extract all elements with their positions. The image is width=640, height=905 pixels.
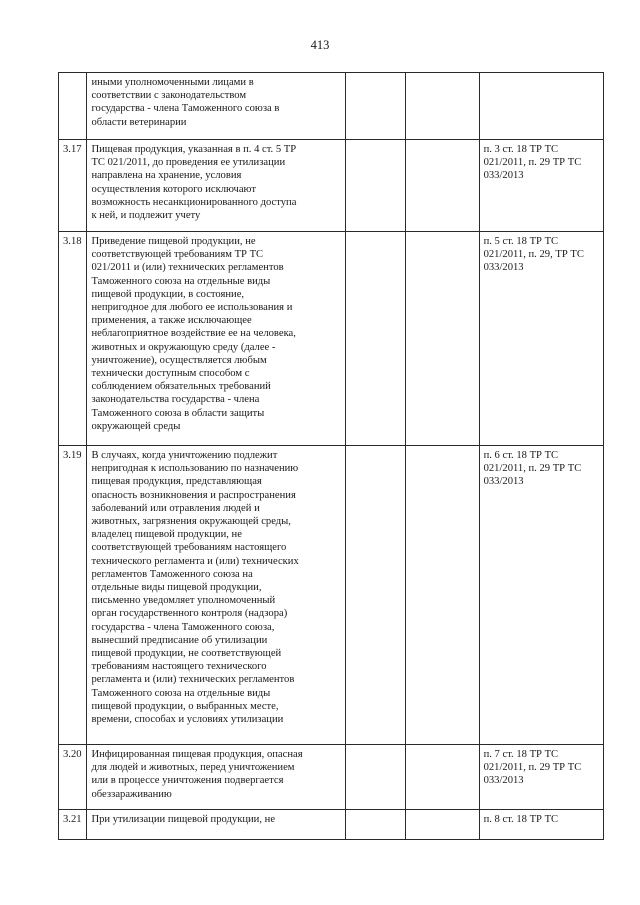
empty-cell (345, 73, 405, 140)
reference-cell (479, 232, 603, 446)
empty-cell (405, 745, 479, 810)
requirement-text-cell (87, 140, 345, 232)
reference-cell (479, 446, 603, 745)
reference-cell (479, 73, 603, 140)
item-number-cell (59, 745, 87, 810)
item-number-cell (59, 810, 87, 840)
table-row (59, 232, 604, 446)
reference-text: п. 5 ст. 18 ТР ТС 021/2011, п. 29, ТР ТС 033/2013 (483, 236, 584, 274)
reference-cell (479, 745, 603, 810)
requirement-text: При утилизации пищевой продукции, не (91, 814, 276, 825)
empty-cell (405, 446, 479, 745)
item-number: 3.19 (63, 450, 82, 461)
table-row (59, 745, 604, 810)
table-row (59, 73, 604, 140)
table-row (59, 446, 604, 745)
reference-text: п. 7 ст. 18 ТР ТС 021/2011, п. 29 ТР ТС 033/2013 (483, 749, 582, 787)
reference-cell (479, 810, 603, 840)
table-row (59, 140, 604, 232)
empty-cell (345, 745, 405, 810)
empty-cell (405, 810, 479, 840)
page-number: 413 (310, 38, 330, 52)
item-number-cell (59, 232, 87, 446)
item-number: 3.21 (63, 814, 82, 825)
requirement-text-cell (87, 232, 345, 446)
empty-cell (345, 232, 405, 446)
reference-text: п. 8 ст. 18 ТР ТС (483, 814, 559, 825)
item-number: 3.17 (63, 144, 82, 155)
reference-cell (479, 140, 603, 232)
requirement-text: Пищевая продукция, указанная в п. 4 ст. 5 ТР ТС 021/2011, до проведения ее утилизации направлена на хранение, условия осуществления которого исключают возможность несанкционированного доступа к ней, и подлежит учету (91, 144, 297, 222)
requirement-text: Инфицированная пищевая продукция, опасная для людей и животных, перед уничтожением или в процессе уничтожения подвергается обеззараживанию (91, 749, 303, 800)
empty-cell (405, 73, 479, 140)
empty-cell (345, 446, 405, 745)
empty-cell (405, 232, 479, 446)
empty-cell (405, 140, 479, 232)
item-number: 3.20 (63, 749, 82, 760)
empty-cell (345, 140, 405, 232)
reference-text: п. 3 ст. 18 ТР ТС 021/2011, п. 29 ТР ТС 033/2013 (483, 144, 582, 182)
requirement-text: В случаях, когда уничтожению подлежит непригодная к использованию по назначению пищевая продукция, представляющая опасность возникновения и распространения заболеваний или отравления людей и животных, загрязнения окружающей среды, владелец пищевой продукции, не соответствующей требованиям настоящего технического регламента и (или) технических регламентов Таможенного союза на отдельные виды пищевой продукции, письменно уведомляет уполномоченный орган государственного контроля (надзора) государства - члена Таможенного союза, вынесший предписание об утилизации пищевой продукции, не соответствующей требованиям настоящего технического регламента и (или) технических регламентов Таможенного союза на отдельные виды пищевой продукции, о выбранных месте, времени, способах и условиях утилизации (91, 450, 299, 726)
item-number-cell (59, 140, 87, 232)
requirement-text-cell (87, 810, 345, 840)
requirement-text: иными уполномоченными лицами в соответствии с законодательством государства - члена Таможенного союза в области ветеринарии (91, 77, 280, 128)
requirement-text: Приведение пищевой продукции, не соответствующей требованиям ТР ТС 021/2011 и (или) технических регламентов Таможенного союза на отдельные виды пищевой продукции, в состояние, непригодное для любого ее использования и применения, а также исключающее неблагоприятное воздействие ее на человека, животных и окружающую среду (далее - уничтожение), осуществляется любым технически доступным способом с соблюдением обязательных требований законодательства государства - члена Таможенного союза в области защиты окружающей среды (91, 236, 296, 432)
item-number-cell (59, 73, 87, 140)
requirement-text-cell (87, 745, 345, 810)
item-number-cell (59, 446, 87, 745)
reference-text: п. 6 ст. 18 ТР ТС 021/2011, п. 29 ТР ТС 033/2013 (483, 450, 582, 488)
requirements-table (58, 72, 604, 840)
empty-cell (345, 810, 405, 840)
table-row (59, 810, 604, 840)
requirement-text-cell (87, 446, 345, 745)
requirement-text-cell (87, 73, 345, 140)
item-number: 3.18 (63, 236, 82, 247)
